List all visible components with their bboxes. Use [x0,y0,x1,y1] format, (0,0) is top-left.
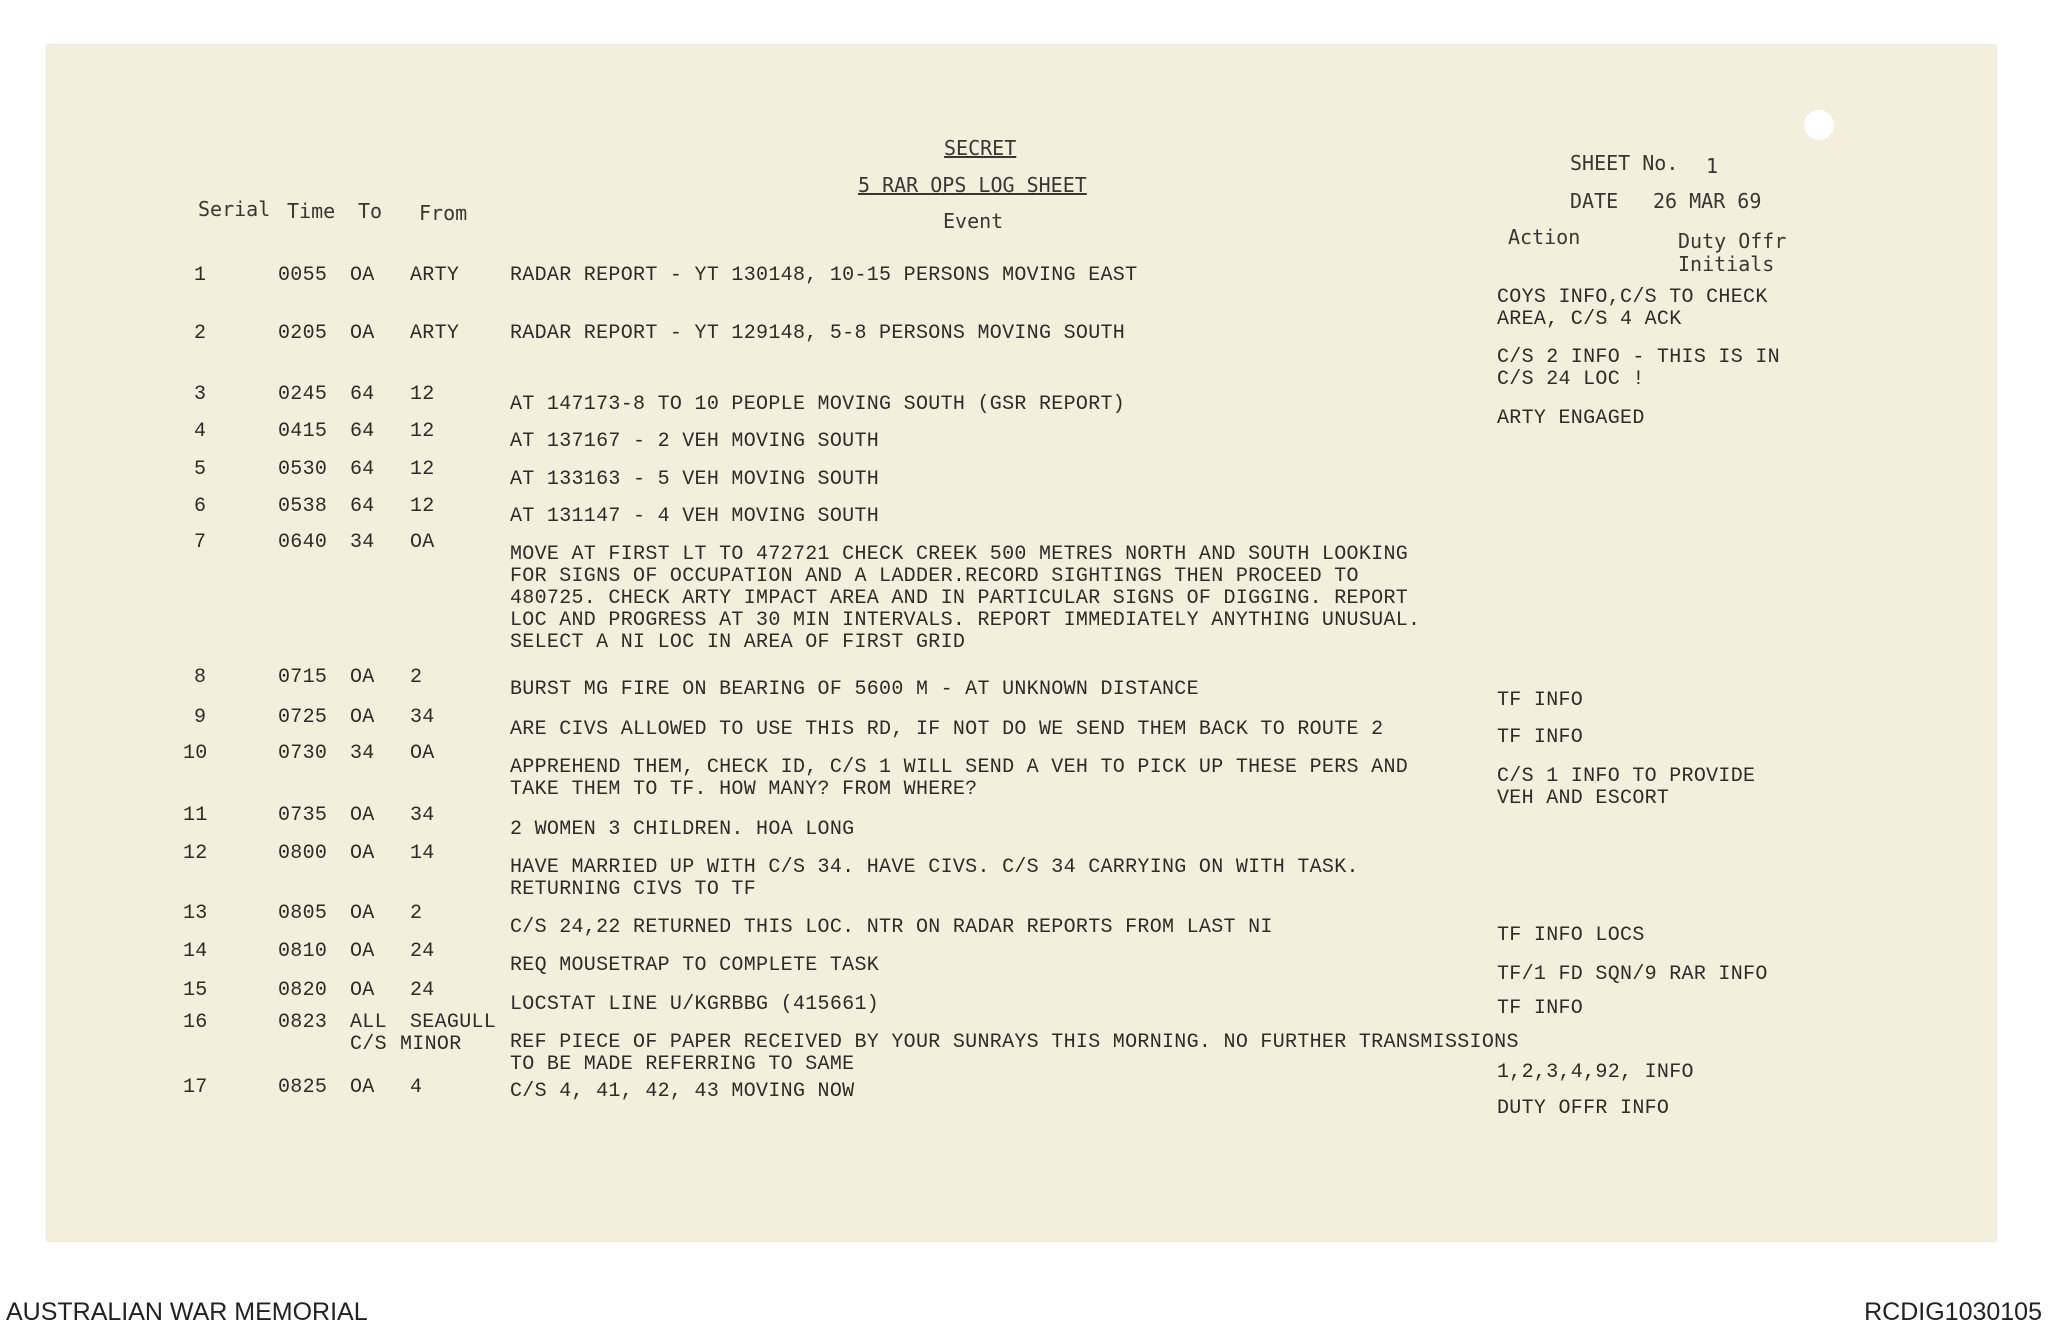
entry-event-text: REF PIECE OF PAPER RECEIVED BY YOUR SUNRAYS THIS MORNING. NO FURTHER TRANSMISSIONS [510,1031,1519,1054]
action-note: COYS INFO,C/S TO CHECK [1497,286,1768,309]
entry-to: 34 [350,742,375,765]
action-note: TF INFO LOCS [1497,924,1645,947]
sheet-number-value: 1 [1706,154,1719,178]
entry-to: ALL [350,1011,387,1034]
entry-event-text: 2 WOMEN 3 CHILDREN. HOA LONG [510,818,855,841]
entry-event-text: SELECT A NI LOC IN AREA OF FIRST GRID [510,631,966,654]
entry-event-text: BURST MG FIRE ON BEARING OF 5600 M - AT UNKNOWN DISTANCE [510,678,1199,701]
action-note: C/S 2 INFO - THIS IS IN [1497,346,1780,369]
entry-to: OA [350,706,375,729]
entry-from: 12 [410,383,435,406]
entry-event-text: C/S 4, 41, 42, 43 MOVING NOW [510,1080,855,1103]
entry-time: 0800 [278,842,328,865]
action-note: ARTY ENGAGED [1497,407,1645,430]
entry-to: OA [350,940,375,963]
entry-time: 0640 [278,531,328,554]
entry-time: 0810 [278,940,328,963]
action-note: C/S 24 LOC ! [1497,368,1645,391]
classification-heading: SECRET [944,136,1017,160]
entry-event-text: RADAR REPORT - YT 129148, 5-8 PERSONS MOVING SOUTH [510,322,1126,345]
entry-serial: 11 [183,804,208,827]
action-note: TF INFO [1497,997,1584,1020]
entry-from: 24 [410,979,435,1002]
action-note: C/S 1 INFO TO PROVIDE [1497,765,1756,788]
entry-serial: 15 [183,979,208,1002]
entry-to: OA [350,842,375,865]
entry-time: 0205 [278,322,328,345]
date-value: 26 MAR 69 [1653,189,1762,213]
entry-from: ARTY [410,264,460,287]
entry-from: 12 [410,495,435,518]
entry-from: ARTY [410,322,460,345]
entry-serial: 14 [183,940,208,963]
column-header-event: Event [943,209,1004,233]
entry-from: 4 [410,1076,423,1099]
entry-time: 0415 [278,420,328,443]
entry-from: 24 [410,940,435,963]
action-note: TF INFO [1497,689,1584,712]
column-header-action: Action [1508,225,1581,249]
entry-from: 2 [410,666,423,689]
entry-to: OA [350,1076,375,1099]
entry-time: 0055 [278,264,328,287]
entry-serial: 6 [194,495,207,518]
entry-event-text: 480725. CHECK ARTY IMPACT AREA AND IN PARTICULAR SIGNS OF DIGGING. REPORT [510,587,1409,610]
entry-to: 64 [350,495,375,518]
entry-event-text: TAKE THEM TO TF. HOW MANY? FROM WHERE? [510,778,978,801]
entry-event-text: TO BE MADE REFERRING TO SAME [510,1053,855,1076]
entry-time: 0530 [278,458,328,481]
entry-serial: 10 [183,742,208,765]
entry-event-text: APPREHEND THEM, CHECK ID, C/S 1 WILL SEND A VEH TO PICK UP THESE PERS AND [510,756,1409,779]
column-header-from: From [419,201,468,225]
entry-from: 34 [410,804,435,827]
entry-time: 0715 [278,666,328,689]
entry-event-text: FOR SIGNS OF OCCUPATION AND A LADDER.RECORD SIGHTINGS THEN PROCEED TO [510,565,1359,588]
entry-from: 12 [410,420,435,443]
column-header-serial: Serial [198,197,271,221]
entry-serial: 3 [194,383,207,406]
entry-serial: 12 [183,842,208,865]
entry-event-text: RADAR REPORT - YT 130148, 10-15 PERSONS MOVING EAST [510,264,1138,287]
entry-from: SEAGULL [410,1011,497,1034]
entry-serial: 17 [183,1076,208,1099]
entry-from: OA [410,742,435,765]
entry-serial: 4 [194,420,207,443]
column-header-initials: Initials [1678,252,1775,276]
entry-time: 0725 [278,706,328,729]
entry-serial: 16 [183,1011,208,1034]
entry-serial: 2 [194,322,207,345]
entry-to-line-2: C/S [350,1033,387,1056]
entry-time: 0538 [278,495,328,518]
entry-event-text: AT 147173-8 TO 10 PEOPLE MOVING SOUTH (GSR REPORT) [510,393,1126,416]
log-sheet-title: 5 RAR OPS LOG SHEET [858,173,1087,197]
entry-event-text: LOCSTAT LINE U/KGRBBG (415661) [510,993,880,1016]
entry-to: OA [350,979,375,1002]
entry-event-text: AT 131147 - 4 VEH MOVING SOUTH [510,505,880,528]
entry-serial: 9 [194,706,207,729]
entry-to: OA [350,264,375,287]
entry-serial: 8 [194,666,207,689]
punch-hole [1804,110,1834,140]
entry-event-text: HAVE MARRIED UP WITH C/S 34. HAVE CIVS. C/S 34 CARRYING ON WITH TASK. [510,856,1359,879]
action-note: VEH AND ESCORT [1497,787,1670,810]
entry-to: OA [350,804,375,827]
entry-serial: 7 [194,531,207,554]
entry-serial: 13 [183,902,208,925]
date-label: DATE [1570,189,1619,213]
entry-time: 0735 [278,804,328,827]
entry-from-line-2: MINOR [400,1033,462,1056]
entry-from: 12 [410,458,435,481]
entry-time: 0825 [278,1076,328,1099]
entry-event-text: RETURNING CIVS TO TF [510,878,757,901]
entry-to: 64 [350,420,375,443]
entry-to: OA [350,902,375,925]
entry-event-text: AT 137167 - 2 VEH MOVING SOUTH [510,430,880,453]
entry-to: OA [350,322,375,345]
entry-from: 34 [410,706,435,729]
entry-to: 64 [350,458,375,481]
entry-event-text: AT 133163 - 5 VEH MOVING SOUTH [510,468,880,491]
archive-credit: AUSTRALIAN WAR MEMORIAL [6,1298,368,1326]
action-note: AREA, C/S 4 ACK [1497,308,1682,331]
entry-serial: 1 [194,264,207,287]
entry-from: 14 [410,842,435,865]
entry-serial: 5 [194,458,207,481]
column-header-time: Time [287,199,336,223]
entry-from: OA [410,531,435,554]
entry-event-text: ARE CIVS ALLOWED TO USE THIS RD, IF NOT DO WE SEND THEM BACK TO ROUTE 2 [510,718,1384,741]
entry-time: 0823 [278,1011,328,1034]
entry-to: 34 [350,531,375,554]
entry-time: 0245 [278,383,328,406]
column-header-to: To [358,199,383,223]
entry-time: 0805 [278,902,328,925]
log-sheet-paper [47,45,1996,1241]
column-header-duty-offr: Duty Offr [1678,229,1787,253]
entry-event-text: C/S 24,22 RETURNED THIS LOC. NTR ON RADAR REPORTS FROM LAST NI [510,916,1273,939]
action-note: DUTY OFFR INFO [1497,1097,1670,1120]
sheet-number-label: SHEET No. [1570,151,1679,175]
entry-event-text: REQ MOUSETRAP TO COMPLETE TASK [510,954,880,977]
action-note: 1,2,3,4,92, INFO [1497,1061,1694,1084]
action-note: TF/1 FD SQN/9 RAR INFO [1497,963,1768,986]
entry-time: 0820 [278,979,328,1002]
entry-event-text: LOC AND PROGRESS AT 30 MIN INTERVALS. REPORT IMMEDIATELY ANYTHING UNUSUAL. [510,609,1421,632]
document-reference: RCDIG1030105 [1864,1298,2042,1326]
action-note: TF INFO [1497,726,1584,749]
entry-event-text: MOVE AT FIRST LT TO 472721 CHECK CREEK 500 METRES NORTH AND SOUTH LOOKING [510,543,1409,566]
entry-to: 64 [350,383,375,406]
entry-from: 2 [410,902,423,925]
entry-time: 0730 [278,742,328,765]
entry-to: OA [350,666,375,689]
